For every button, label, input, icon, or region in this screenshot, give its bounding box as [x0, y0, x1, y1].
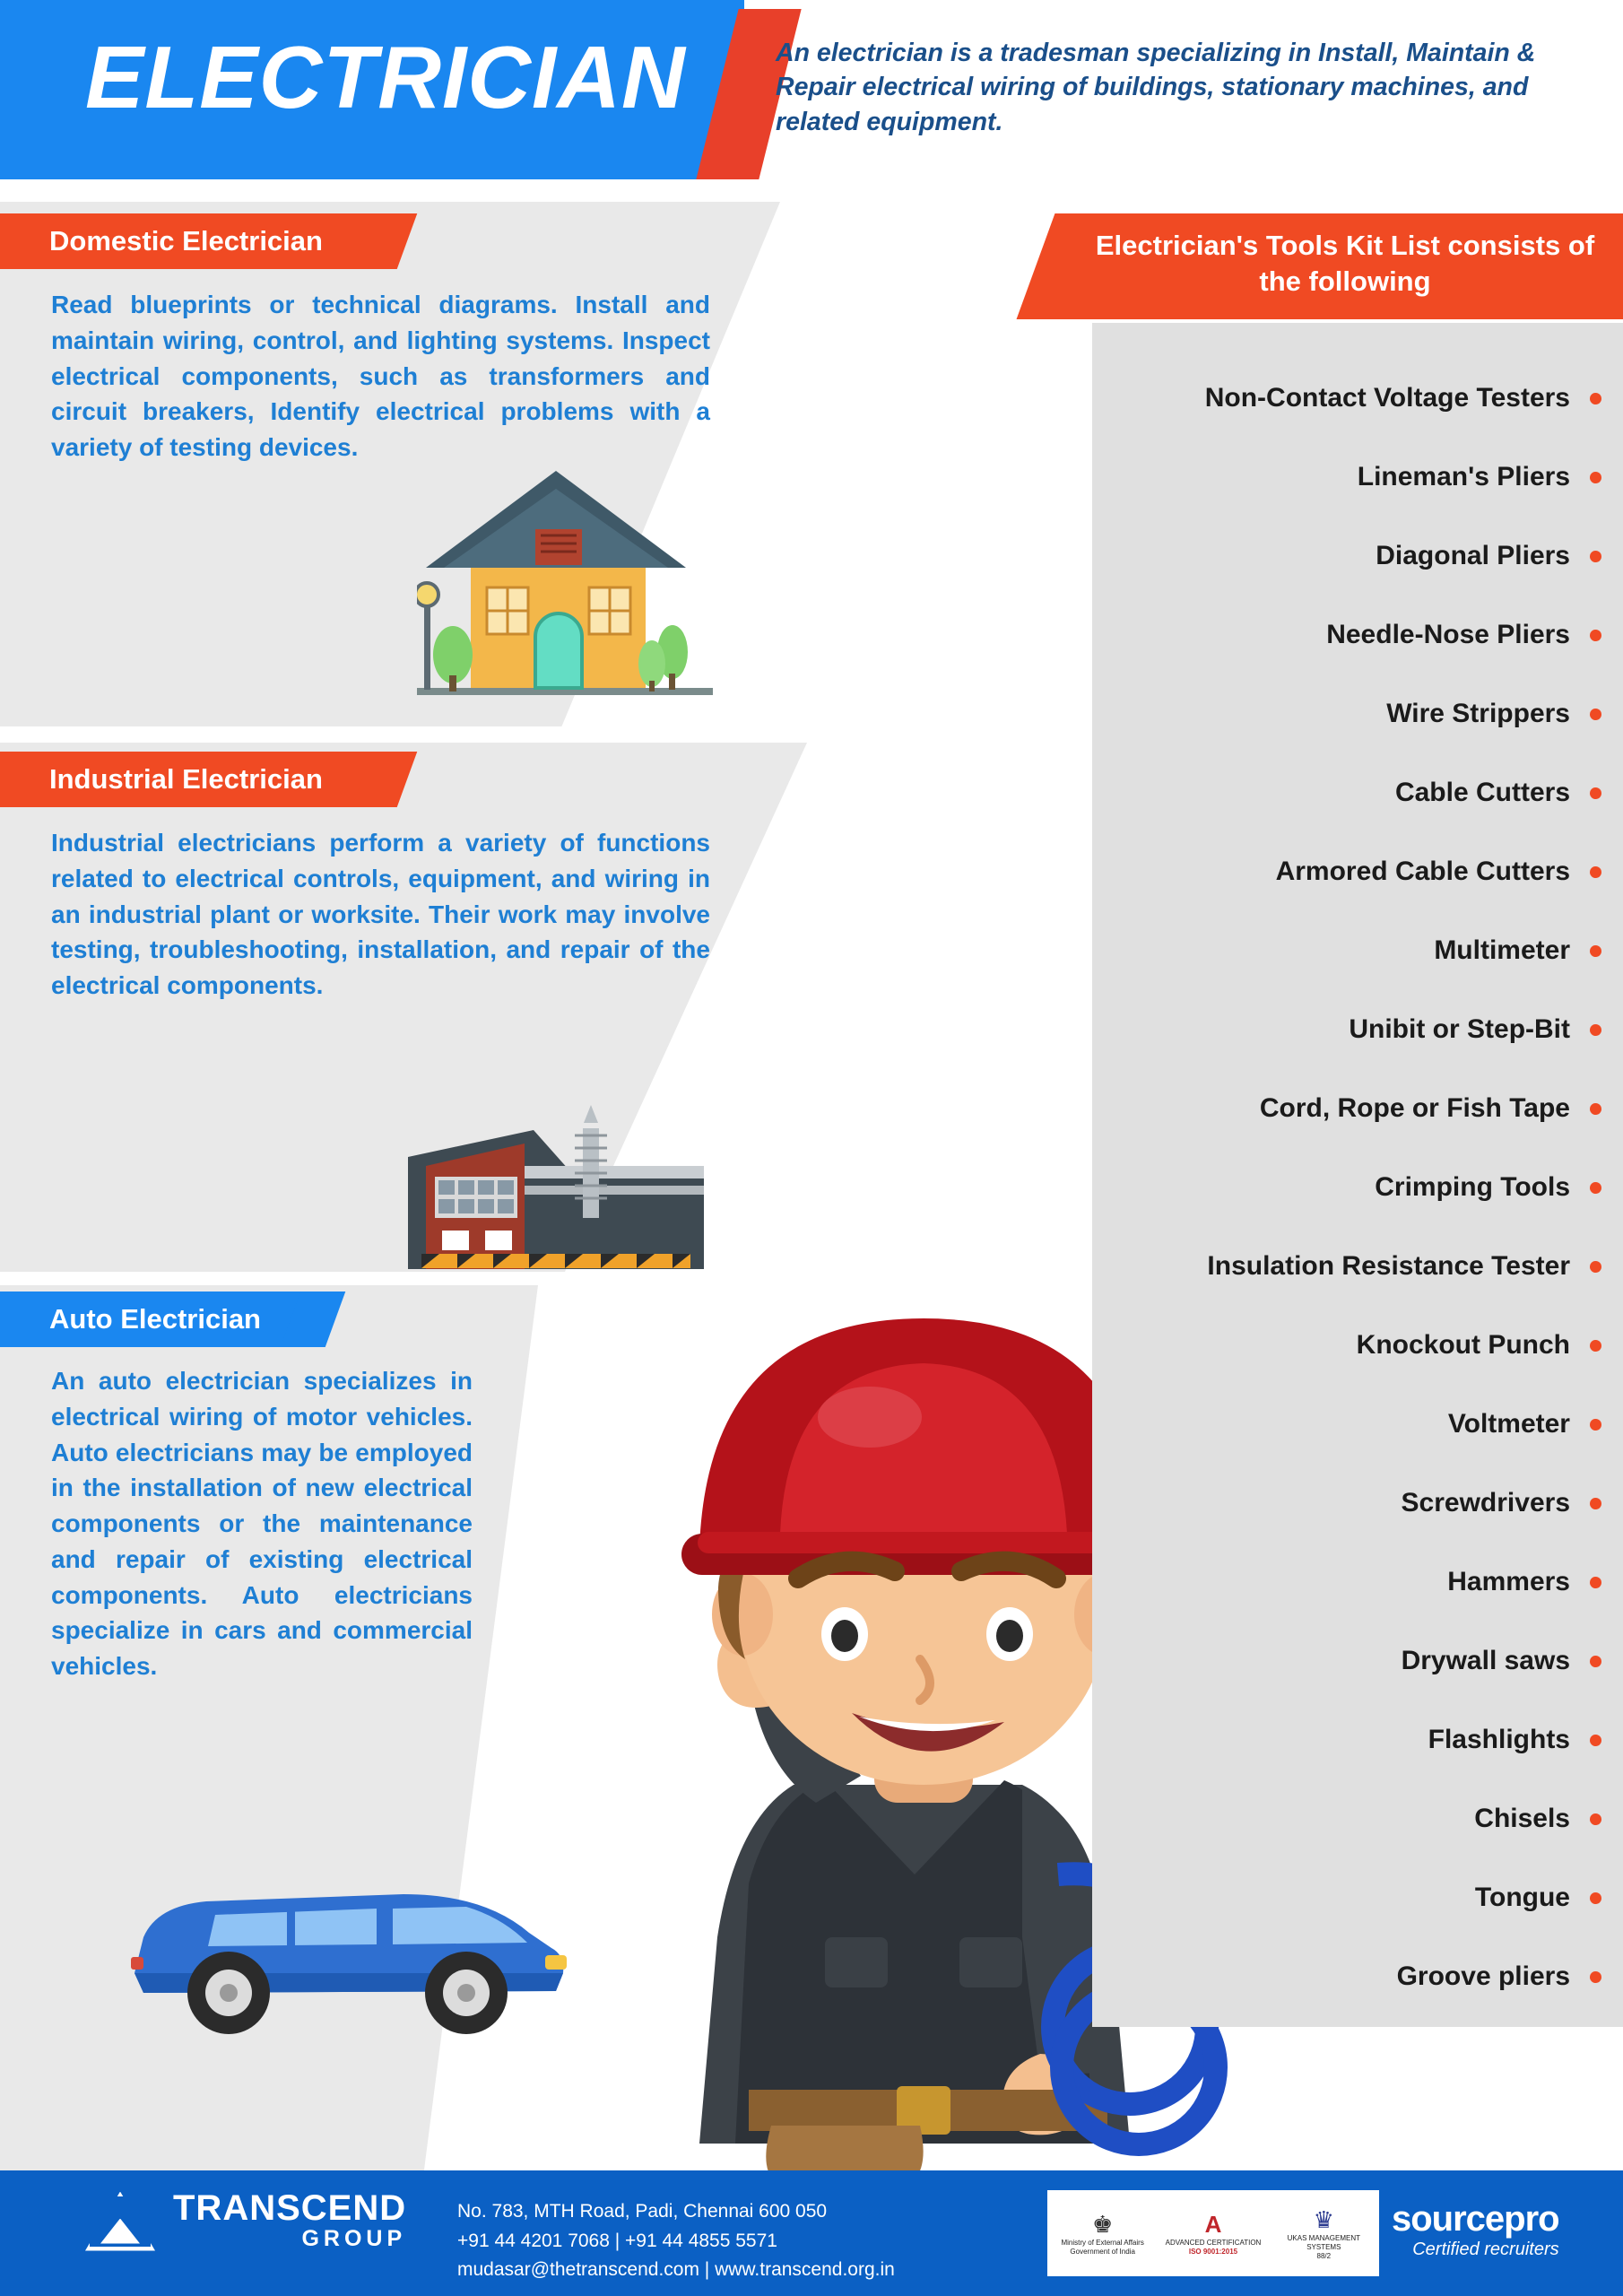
- cert-line1: Ministry of External Affairs: [1061, 2239, 1144, 2248]
- bullet-dot-icon: [1590, 1971, 1601, 1983]
- list-item: [1103, 1543, 1623, 1622]
- cert-line2: Government of India: [1070, 2248, 1135, 2257]
- bullet-dot-icon: [1590, 1419, 1601, 1431]
- list-item: [1103, 1937, 1623, 2016]
- bullet-dot-icon: [1590, 1735, 1601, 1746]
- cert-line2: ISO 9001:2015: [1188, 2248, 1238, 2257]
- section-tag-label-domestic: Domestic Electrician: [49, 225, 323, 257]
- cert-line1: UKAS MANAGEMENT SYSTEMS: [1287, 2234, 1360, 2252]
- bullet-dot-icon: [1590, 1498, 1601, 1509]
- bullet-dot-icon: [1590, 866, 1601, 878]
- list-item: [1103, 1227, 1623, 1306]
- tool-label: Diagonal Pliers: [1376, 541, 1570, 570]
- bullet-dot-icon: [1590, 551, 1601, 562]
- footer-brand-name: TRANSCEND: [173, 2188, 407, 2228]
- cert-line1: ADVANCED CERTIFICATION: [1165, 2239, 1262, 2248]
- tool-label: Screwdrivers: [1401, 1488, 1570, 1518]
- car-illustration: [108, 1830, 574, 2045]
- section-tag-industrial: [0, 752, 386, 807]
- certification-bar: [1047, 2190, 1379, 2276]
- list-item: [1103, 753, 1623, 832]
- bullet-dot-icon: [1590, 630, 1601, 641]
- section-text-auto: An auto electrician specializes in electrical wiring of motor vehicles. Auto electricians may be employed in the installation of new electrical components or the maintenance and repair of existing electrical components. Auto electricians specialize in cars and commercial vehicles.: [51, 1367, 473, 1680]
- india-emblem-icon: ♚: [1092, 2210, 1114, 2238]
- cert-ukas-item: [1273, 2205, 1374, 2262]
- bullet-dot-icon: [1590, 472, 1601, 483]
- tools-header-label: Electrician's Tools Kit List consists of the following: [1095, 230, 1595, 298]
- bullet-dot-icon: [1590, 1577, 1601, 1588]
- tool-label: Drywall saws: [1401, 1646, 1570, 1675]
- list-item: [1103, 1148, 1623, 1227]
- bullet-dot-icon: [1590, 1103, 1601, 1115]
- list-item: [1103, 911, 1623, 990]
- advanced-cert-icon: A: [1204, 2210, 1222, 2238]
- tool-label: Wire Strippers: [1386, 699, 1570, 728]
- bullet-dot-icon: [1590, 1656, 1601, 1667]
- list-item: [1103, 1779, 1623, 1858]
- tool-label: Non-Contact Voltage Testers: [1204, 383, 1570, 413]
- tool-label: Flashlights: [1428, 1725, 1570, 1754]
- house-illustration: [417, 453, 713, 709]
- bullet-dot-icon: [1590, 945, 1601, 957]
- section-text-domestic: Read blueprints or technical diagrams. Install and maintain wiring, control, and lighting systems. Inspect electrical components, such as transformers and circuit breakers, Identify electrical problems with a variety of testing devices.: [51, 291, 710, 461]
- bullet-dot-icon: [1590, 1340, 1601, 1352]
- tool-label: Cable Cutters: [1394, 778, 1570, 807]
- footer-contact-block: [457, 2197, 895, 2285]
- tool-label: Insulation Resistance Tester: [1207, 1251, 1570, 1281]
- tool-label: Needle-Nose Pliers: [1326, 620, 1570, 649]
- tool-label: Unibit or Step-Bit: [1349, 1014, 1570, 1044]
- section-tag-domestic: [0, 213, 386, 269]
- tools-list: [1103, 359, 1623, 2016]
- tool-label: Voltmeter: [1447, 1409, 1570, 1439]
- tool-label: Cord, Rope or Fish Tape: [1259, 1093, 1570, 1123]
- footer-address-line: No. 783, MTH Road, Padi, Chennai 600 050: [457, 2201, 828, 2222]
- tool-label: Knockout Punch: [1356, 1330, 1570, 1360]
- tool-label: Groove pliers: [1396, 1961, 1570, 1991]
- tool-label: Hammers: [1447, 1567, 1570, 1596]
- list-item: [1103, 1306, 1623, 1385]
- sourcepro-name: sourcepro: [1392, 2199, 1559, 2239]
- cert-emblem-item: [1053, 2210, 1153, 2257]
- list-item: [1103, 596, 1623, 674]
- list-item: [1103, 832, 1623, 911]
- footer-logo: [85, 2190, 406, 2252]
- tool-label: Lineman's Pliers: [1357, 462, 1570, 491]
- footer-email-line[interactable]: mudasar@thetranscend.com | www.transcend.org.in: [457, 2259, 895, 2281]
- list-item: [1103, 990, 1623, 1069]
- bullet-dot-icon: [1590, 393, 1601, 404]
- list-item: [1103, 517, 1623, 596]
- list-item: [1103, 438, 1623, 517]
- list-item: [1103, 1622, 1623, 1700]
- tool-label: Crimping Tools: [1375, 1172, 1570, 1202]
- tool-label: Tongue: [1474, 1883, 1570, 1912]
- list-item: [1103, 1464, 1623, 1543]
- sourcepro-logo: [1392, 2199, 1559, 2260]
- header-description: An electrician is a tradesman specializing in Install, Maintain & Repair electrical wiring of buildings, stationary machines, and related equipment.: [776, 39, 1536, 136]
- section-tag-auto: [0, 1292, 314, 1347]
- sourcepro-tagline: Certified recruiters: [1412, 2239, 1559, 2259]
- bullet-dot-icon: [1590, 1182, 1601, 1194]
- cert-line2: 88/2: [1316, 2252, 1332, 2261]
- bullet-dot-icon: [1590, 1024, 1601, 1036]
- cert-iso-item: [1163, 2210, 1263, 2257]
- poster-footer: [0, 2170, 1623, 2296]
- section-tag-label-auto: Auto Electrician: [49, 1303, 261, 1335]
- bullet-dot-icon: [1590, 1892, 1601, 1904]
- list-item: [1103, 1069, 1623, 1148]
- list-item: [1103, 359, 1623, 438]
- list-item: [1103, 1385, 1623, 1464]
- bullet-dot-icon: [1590, 1813, 1601, 1825]
- tool-label: Chisels: [1474, 1804, 1570, 1833]
- ukas-crown-icon: ♛: [1313, 2205, 1334, 2233]
- page-title: ELECTRICIAN: [85, 28, 686, 126]
- footer-brand-sub: GROUP: [301, 2226, 407, 2251]
- footer-phone-line: +91 44 4201 7068 | +91 44 4855 5571: [457, 2230, 777, 2251]
- tool-label: Multimeter: [1434, 935, 1570, 965]
- section-tag-label-industrial: Industrial Electrician: [49, 763, 323, 795]
- bullet-dot-icon: [1590, 1261, 1601, 1273]
- list-item: [1103, 1858, 1623, 1937]
- section-text-industrial: Industrial electricians perform a variety of functions related to electrical controls, equipment, and wiring in an industrial plant or worksite. Their work may involve testing, troubleshooting, installation, and repair of the electrical components.: [51, 829, 710, 999]
- list-item: [1103, 674, 1623, 753]
- bullet-dot-icon: [1590, 787, 1601, 799]
- bullet-dot-icon: [1590, 709, 1601, 720]
- tool-label: Armored Cable Cutters: [1275, 857, 1570, 886]
- list-item: [1103, 1700, 1623, 1779]
- poster-header: [0, 0, 1623, 179]
